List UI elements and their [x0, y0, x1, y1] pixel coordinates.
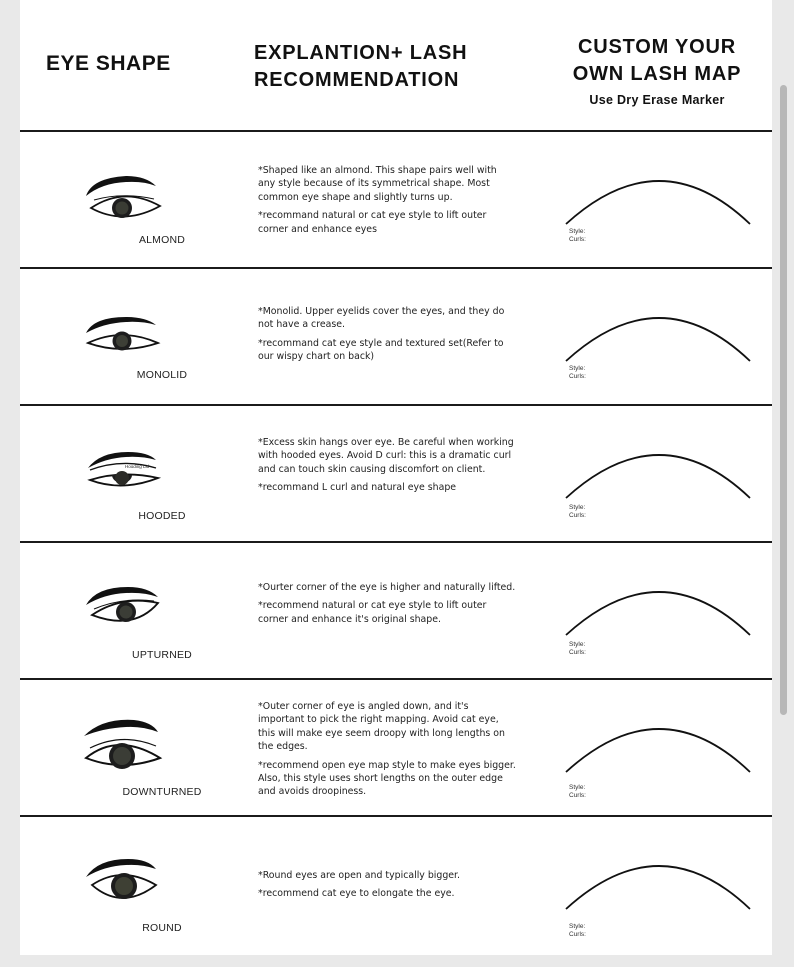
recommendation-text: *recommand natural or cat eye style to lift outer corner and enhance eyes [258, 210, 487, 235]
style-curls-label [569, 228, 586, 243]
curls-label: Curls: [569, 372, 586, 380]
recommendation-text: *recommand cat eye style and textured set(Refer to our wispy chart on back) [258, 337, 504, 363]
hooded-eye-icon [82, 444, 166, 496]
lash-map-arc [560, 704, 756, 776]
dry-erase-note: Use Dry Erase Marker [589, 93, 725, 107]
style-label: Style: [569, 784, 586, 791]
round-eye-icon [82, 855, 166, 907]
shape-label: DOWNTURNED [122, 786, 202, 798]
shape-description [258, 305, 516, 369]
lash-map-heading [552, 34, 762, 108]
description-text: *Monolid. Upper eyelids cover the eyes, and they do not have a crease. [258, 306, 505, 331]
chart-header [20, 0, 772, 131]
description-text: *Outer corner of eye is angled down, and it's important to pick the right mapping. Avoid cat eye, this will make eye seem droopy with long lengths on the edges. [258, 701, 505, 753]
curls-label: Curls: [569, 930, 586, 938]
recommendation-text: *recommend open eye map style to make eyes bigger. Also, this style uses short lengths on the outer edge and avoids droopiness. [258, 759, 516, 798]
shape-label: HOODED [138, 510, 186, 522]
lash-map-arc [560, 430, 756, 502]
style-label: Style: [569, 365, 586, 372]
shape-description [258, 869, 516, 906]
recommendation-text: *recommend cat eye to elongate the eye. [258, 888, 455, 900]
curls-label: Curls: [569, 235, 586, 243]
shape-description [258, 164, 516, 241]
shape-label: ALMOND [138, 234, 186, 246]
curls-label: Curls: [569, 791, 586, 799]
eye-shape-heading: EYE SHAPE [46, 52, 171, 75]
lash-map-title: CUSTOM YOUR OWN LASH MAP [572, 36, 742, 85]
style-label: Style: [569, 923, 586, 930]
shape-description [258, 581, 516, 631]
lash-map-arc [560, 841, 756, 913]
downturned-eye-icon [82, 718, 166, 770]
row-hooded [20, 406, 772, 540]
shape-description [258, 436, 516, 500]
description-text: *Ourter corner of the eye is higher and naturally lifted. [258, 582, 516, 593]
curls-label: Curls: [569, 511, 586, 519]
description-text: *Round eyes are open and typically bigger. [258, 870, 461, 881]
style-curls-label [569, 784, 586, 799]
style-curls-label [569, 641, 586, 656]
row-round [20, 817, 772, 951]
hooding-lid-note: Hooding Lid [125, 464, 150, 469]
shape-label: UPTURNED [132, 649, 192, 661]
style-curls-label [569, 504, 586, 519]
style-curls-label [569, 365, 586, 380]
description-text: *Shaped like an almond. This shape pairs well with any style because of its symmetrical shape. Most common eye shape and slightly turns up. [258, 165, 497, 203]
lash-chart-sheet [20, 0, 772, 955]
curls-label: Curls: [569, 648, 586, 656]
explanation-heading: EXPLANTION+ LASH RECOMMENDATION [254, 42, 468, 91]
lash-map-arc [560, 156, 756, 228]
style-curls-label [569, 923, 586, 938]
style-label: Style: [569, 641, 586, 648]
almond-eye-icon [82, 170, 166, 222]
row-downturned [20, 680, 772, 814]
recommendation-text: *recommend natural or cat eye style to lift outer corner and enhance it's original shape. [258, 600, 487, 625]
shape-label: MONOLID [136, 369, 188, 381]
recommendation-text: *recommand L curl and natural eye shape [258, 482, 457, 494]
shape-description [258, 700, 516, 804]
row-monolid [20, 269, 772, 403]
style-label: Style: [569, 504, 586, 511]
shape-label: ROUND [142, 922, 182, 934]
description-text: *Excess skin hangs over eye. Be careful when working with hooded eyes. Avoid D curl: this is a dramatic curl and can touch skin causing discomfort on client. [258, 437, 514, 475]
lash-map-arc [560, 293, 756, 365]
vertical-scrollbar[interactable] [780, 85, 787, 715]
upturned-eye-icon [82, 581, 166, 633]
row-upturned [20, 543, 772, 677]
style-label: Style: [569, 228, 586, 235]
monolid-eye-icon [82, 307, 166, 359]
lash-map-arc [560, 567, 756, 639]
row-almond [20, 132, 772, 266]
